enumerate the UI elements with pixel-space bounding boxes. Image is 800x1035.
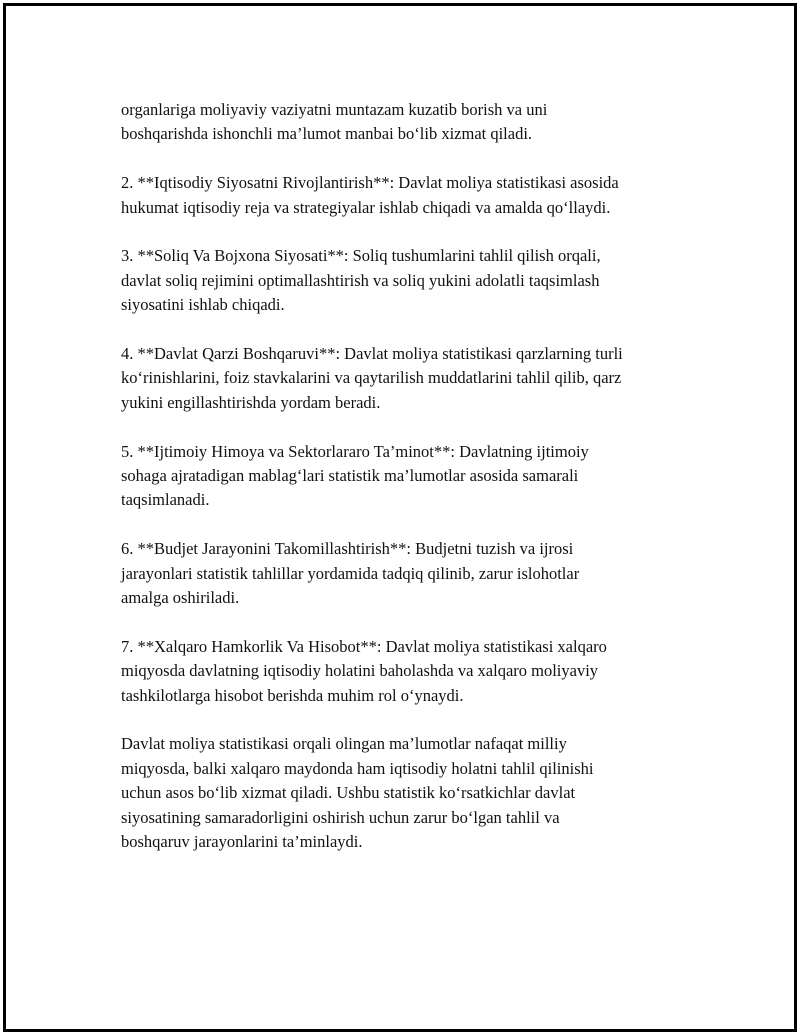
- text-line: boshqaruv jarayonlarini ta’minlaydi.: [121, 832, 363, 852]
- paragraph-item-4: [121, 342, 701, 415]
- text-line: 2. **Iqtisodiy Siyosatni Rivojlantirish**: Davlat moliya statistikasi asosida: [121, 173, 619, 193]
- page-frame: [3, 3, 797, 1032]
- text-line: organlariga moliyaviy vaziyatni muntazam kuzatib borish va uni: [121, 100, 548, 119]
- text-line: 7. **Xalqaro Hamkorlik Va Hisobot**: Davlat moliya statistikasi xalqaro: [121, 636, 607, 656]
- text-line: taqsimlanadi.: [121, 490, 210, 510]
- text-line: siyosatining samaradorligini oshirish uchun zarur bo‘lgan tahlil va: [121, 807, 560, 827]
- text-line: amalga oshiriladi.: [121, 588, 240, 608]
- text-line: boshqarishda ishonchli ma’lumot manbai bo‘lib xizmat qiladi.: [121, 124, 533, 144]
- text-line: hukumat iqtisodiy reja va strategiyalar ishlab chiqadi va amalda qo‘llaydi.: [121, 197, 611, 217]
- text-line: 3. **Soliq Va Bojxona Siyosati**: Soliq tushumlarini tahlil qilish orqali,: [121, 246, 601, 266]
- text-line: ko‘rinishlarini, foiz stavkalarini va qaytarilish muddatlarini tahlil qilib, qarz: [121, 368, 622, 388]
- text-line: uchun asos bo‘lib xizmat qiladi. Ushbu statistik ko‘rsatkichlar davlat: [121, 783, 576, 803]
- text-line: miqyosda davlatning iqtisodiy holatini baholashda va xalqaro moliyaviy: [121, 661, 599, 681]
- text-line: davlat soliq rejimini optimallashtirish va soliq yukini adolatli taqsimlash: [121, 270, 600, 290]
- text-line: 4. **Davlat Qarzi Boshqaruvi**: Davlat moliya statistikasi qarzlarning turli: [121, 344, 623, 364]
- text-line: tashkilotlarga hisobot berishda muhim rol o‘ynaydi.: [121, 685, 464, 705]
- text-line: 6. **Budjet Jarayonini Takomillashtirish**: Budjetni tuzish va ijrosi: [121, 539, 574, 559]
- paragraph-item-2: [121, 171, 701, 220]
- text-line: siyosatini ishlab chiqadi.: [121, 295, 285, 315]
- paragraph-conclusion: [121, 732, 701, 854]
- text-line: sohaga ajratadigan mablag‘lari statistik ma’lumotlar asosida samarali: [121, 466, 579, 486]
- text-line: jarayonlari statistik tahlillar yordamida tadqiq qilinib, zarur islohotlar: [121, 563, 580, 583]
- paragraph-item-3: [121, 244, 701, 317]
- text-line: 5. **Ijtimoiy Himoya va Sektorlararo Ta’minot**: Davlatning ijtimoiy: [121, 441, 589, 461]
- document-body: [121, 98, 701, 879]
- text-line: Davlat moliya statistikasi orqali olingan ma’lumotlar nafaqat milliy: [121, 734, 567, 754]
- paragraph-item-6: [121, 537, 701, 610]
- paragraph-item-5: [121, 440, 701, 513]
- paragraph-item-7: [121, 635, 701, 708]
- text-line: yukini engillashtirishda yordam beradi.: [121, 392, 381, 412]
- text-line: miqyosda, balki xalqaro maydonda ham iqtisodiy holatni tahlil qilinishi: [121, 758, 594, 778]
- paragraph-intro-continuation: [121, 98, 701, 147]
